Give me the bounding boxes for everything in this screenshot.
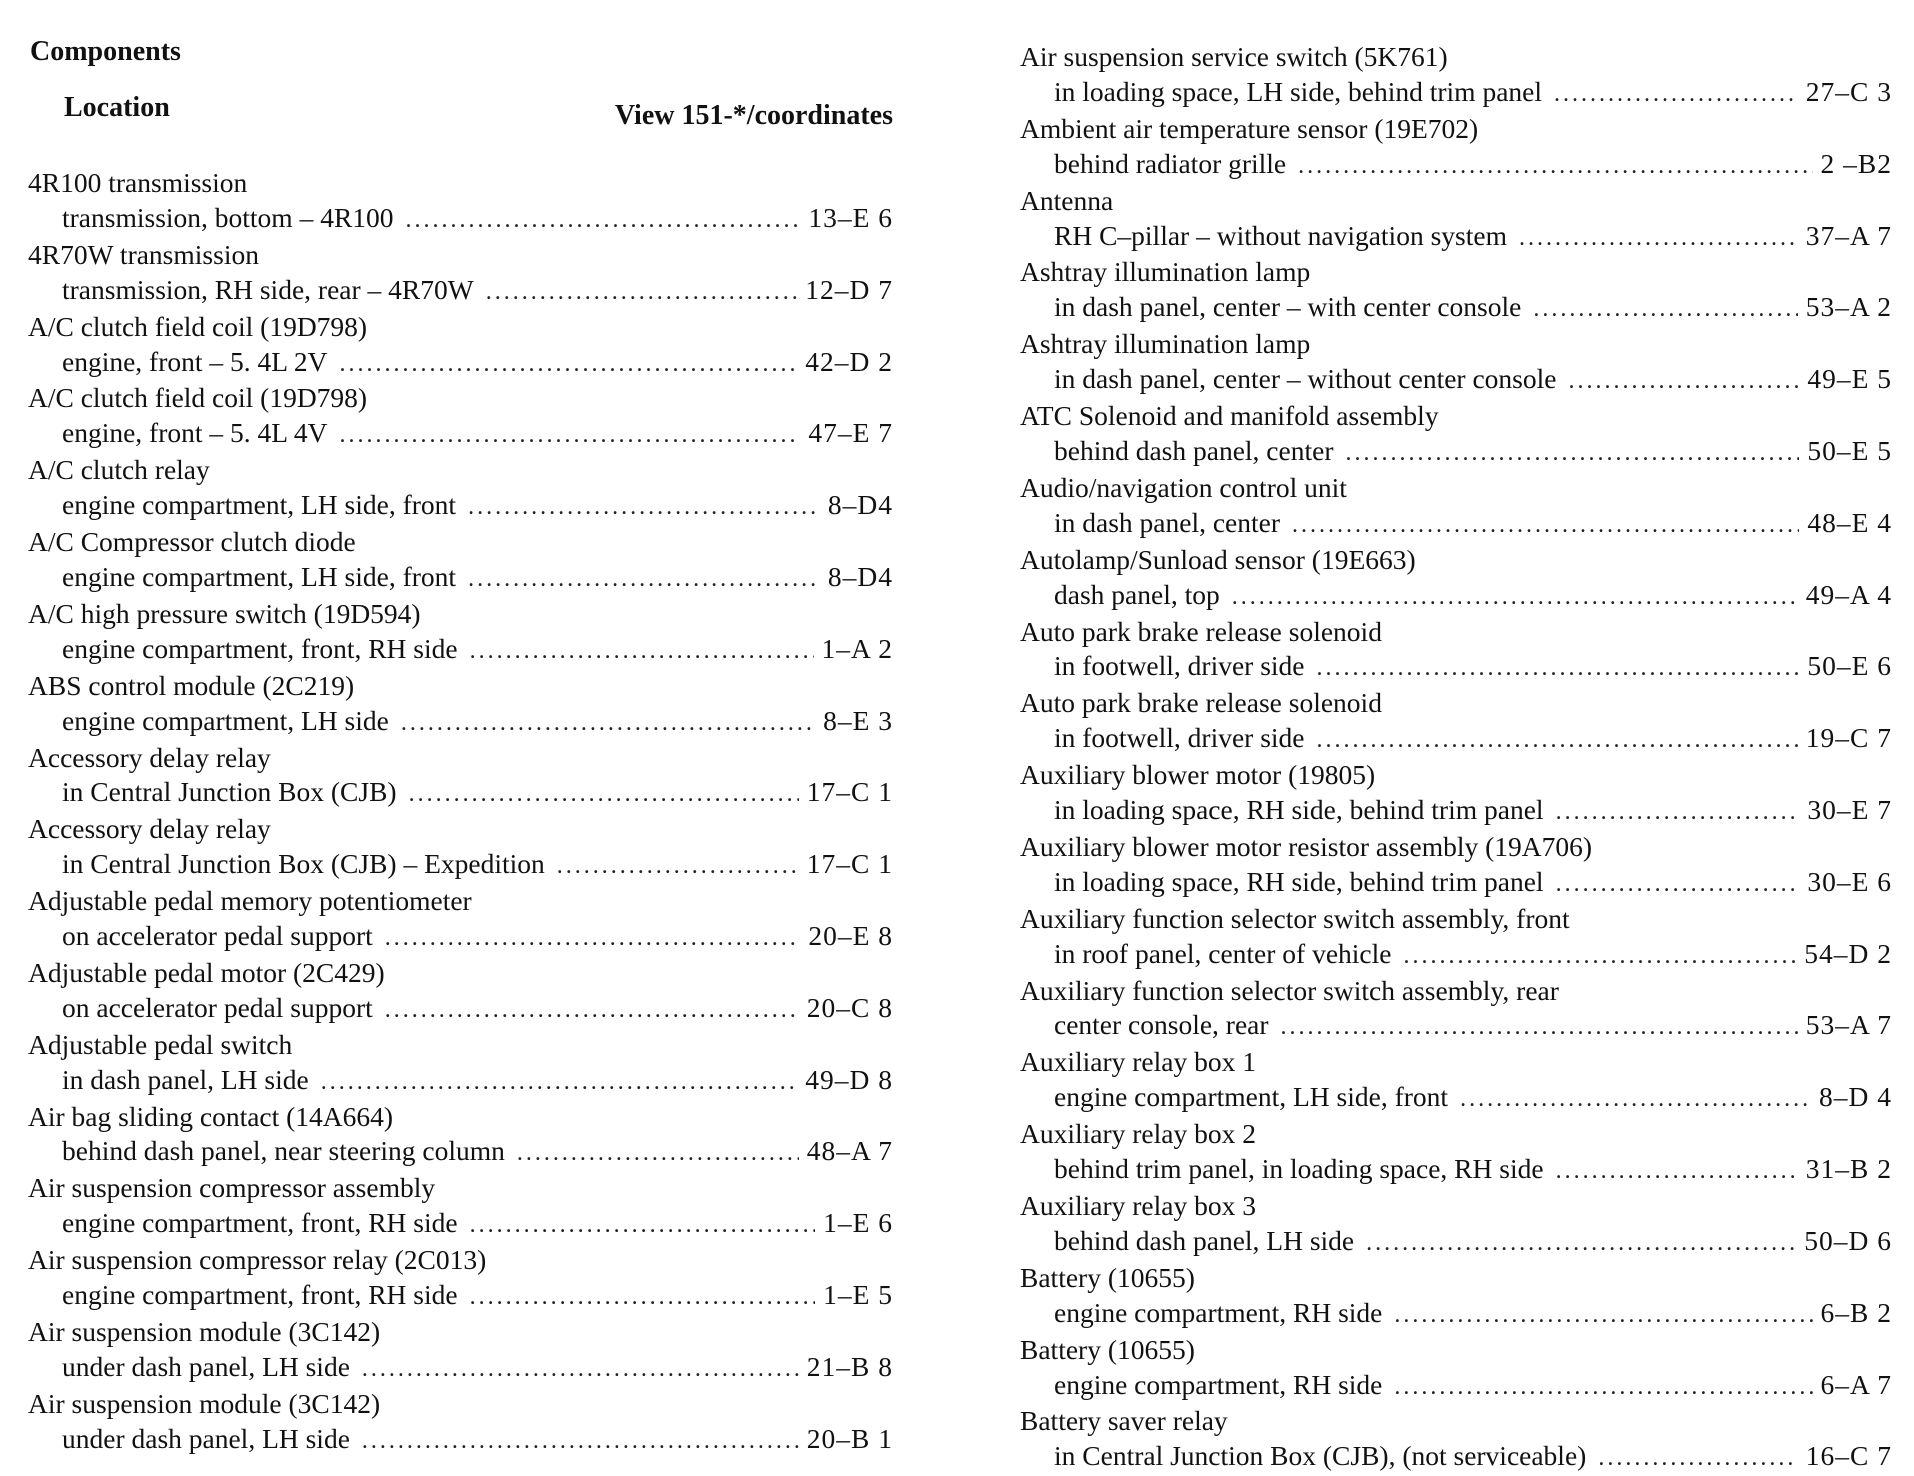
component-location: engine compartment, LH side, front xyxy=(62,560,457,592)
component-location: engine, front – 5. 4L 2V xyxy=(62,345,328,377)
location-row xyxy=(1020,578,1892,615)
view-coordinate: 48–E 4 xyxy=(1807,506,1892,538)
location-row xyxy=(28,919,893,956)
view-coordinate: 47–E 7 xyxy=(808,417,893,449)
component-entry xyxy=(1020,399,1892,471)
component-entry xyxy=(28,1387,893,1459)
dot-leader xyxy=(321,1065,798,1100)
component-entry xyxy=(1020,615,1892,687)
view-coordinate: 8–D 4 xyxy=(1819,1081,1892,1113)
view-coordinate: 31–B 2 xyxy=(1805,1153,1892,1185)
component-name: Adjustable pedal switch xyxy=(28,1028,293,1060)
view-coordinate: 50–E 6 xyxy=(1807,650,1892,682)
component-entry xyxy=(1020,471,1892,543)
dot-leader xyxy=(1232,580,1798,615)
location-row xyxy=(1020,147,1892,184)
component-entry xyxy=(1020,758,1892,830)
view-coordinate: 54–D 2 xyxy=(1804,937,1892,969)
view-coordinate: 21–B 8 xyxy=(806,1350,893,1382)
component-location: in loading space, RH side, behind trim panel xyxy=(1054,794,1544,826)
dot-leader xyxy=(468,562,820,597)
view-coordinate: 20–B 1 xyxy=(806,1422,893,1454)
component-name: Auxiliary relay box 1 xyxy=(1020,1046,1256,1078)
component-location: engine compartment, LH side, front xyxy=(1054,1081,1449,1113)
component-name: Autolamp/Sunload sensor (19E663) xyxy=(1020,543,1416,575)
view-coordinate: 50–E 5 xyxy=(1807,434,1892,466)
component-name: Air suspension compressor relay (2C013) xyxy=(28,1244,487,1276)
location-heading: Location xyxy=(64,92,170,123)
component-location: center console, rear xyxy=(1054,1009,1269,1041)
dot-leader xyxy=(1519,221,1798,256)
component-name: Ashtray illumination lamp xyxy=(1020,328,1311,360)
component-entry xyxy=(28,525,893,597)
dot-leader xyxy=(401,706,815,741)
component-location: in Central Junction Box (CJB) – Expedition xyxy=(62,848,545,880)
dot-leader xyxy=(409,777,799,812)
location-row xyxy=(28,1278,893,1315)
view-coordinate: 42–D 2 xyxy=(805,345,893,377)
dot-leader xyxy=(385,993,799,1028)
component-location: dash panel, top xyxy=(1054,578,1220,610)
view-coordinate: 27–C 3 xyxy=(1805,75,1892,107)
component-location: transmission, bottom – 4R100 xyxy=(62,201,394,233)
location-row xyxy=(1020,434,1892,471)
component-name: ABS control module (2C219) xyxy=(28,669,355,701)
component-name: Air suspension module (3C142) xyxy=(28,1316,381,1347)
component-entry xyxy=(28,1315,893,1387)
location-row xyxy=(1020,1008,1892,1045)
component-name: Adjustable pedal memory potentiometer xyxy=(28,885,472,917)
dot-leader xyxy=(362,1352,799,1387)
location-row xyxy=(1020,1224,1892,1261)
view-coordinate: 8–D4 xyxy=(827,489,893,521)
dot-leader xyxy=(1568,364,1799,399)
view-coordinates-heading: View 151-*/coordinates xyxy=(614,100,893,131)
location-row xyxy=(1020,793,1892,830)
view-coordinate: 17–C 1 xyxy=(806,776,893,808)
view-coordinate: 6–A 7 xyxy=(1820,1368,1892,1400)
component-entry xyxy=(28,1100,893,1172)
component-entry xyxy=(28,812,893,884)
component-entry xyxy=(28,956,893,1028)
location-row xyxy=(1020,1152,1892,1189)
dot-leader xyxy=(1598,1441,1797,1476)
component-name: Battery (10655) xyxy=(1020,1333,1195,1365)
component-name: Air suspension service switch (5K761) xyxy=(1020,41,1448,72)
view-coordinate: 6–B 2 xyxy=(1820,1296,1892,1328)
component-entry xyxy=(28,741,893,813)
component-entry xyxy=(1020,255,1892,327)
dot-leader xyxy=(1292,508,1799,543)
dot-leader xyxy=(557,849,799,884)
component-entry xyxy=(28,1243,893,1315)
component-location: engine compartment, front, RH side xyxy=(62,1279,458,1311)
component-name: Adjustable pedal motor (2C429) xyxy=(28,956,385,988)
component-entry xyxy=(1020,830,1892,902)
location-row xyxy=(28,488,893,525)
location-row xyxy=(1020,649,1892,686)
component-name: A/C high pressure switch (19D594) xyxy=(28,597,421,629)
location-row xyxy=(28,775,893,812)
component-name: Antenna xyxy=(1020,184,1114,216)
component-location: RH C–pillar – without navigation system xyxy=(1054,219,1507,251)
component-name: Auxiliary relay box 2 xyxy=(1020,1118,1256,1150)
component-name: Auxiliary blower motor resistor assembly (19A706) xyxy=(1020,830,1593,862)
component-entry xyxy=(28,1028,893,1100)
component-entry xyxy=(1020,184,1892,256)
right-component-list xyxy=(1020,40,1892,1476)
view-coordinate: 20–E 8 xyxy=(808,920,893,952)
component-entry xyxy=(1020,1189,1892,1261)
dot-leader xyxy=(1554,77,1798,112)
component-name: A/C clutch relay xyxy=(28,454,210,486)
view-coordinate: 53–A 7 xyxy=(1805,1009,1892,1041)
component-entry xyxy=(1020,974,1892,1046)
component-entry xyxy=(1020,1261,1892,1333)
component-name: ATC Solenoid and manifold assembly xyxy=(1020,400,1439,432)
component-name: Auxiliary function selector switch assembly, rear xyxy=(1020,974,1559,1006)
location-row xyxy=(28,1063,893,1100)
view-coordinate: 50–D 6 xyxy=(1804,1224,1892,1256)
component-location: engine compartment, LH side xyxy=(62,704,389,736)
location-row xyxy=(28,560,893,597)
view-coordinate: 30–E 6 xyxy=(1807,865,1892,897)
view-coordinate: 53–A 2 xyxy=(1805,291,1892,323)
component-location: in footwell, driver side xyxy=(1054,650,1305,682)
dot-leader xyxy=(1556,867,1800,902)
dot-leader xyxy=(470,1280,815,1315)
component-location: behind dash panel, near steering column xyxy=(62,1135,505,1167)
dot-leader xyxy=(517,1136,799,1171)
component-name: 4R100 transmission xyxy=(28,167,248,198)
component-name: Accessory delay relay xyxy=(28,813,271,845)
component-name: Auxiliary blower motor (19805) xyxy=(1020,759,1376,791)
view-coordinate: 16–C 7 xyxy=(1805,1440,1892,1472)
location-row xyxy=(1020,937,1892,974)
component-entry xyxy=(1020,1333,1892,1405)
components-heading: Components xyxy=(30,36,181,67)
view-coordinate: 1–A 2 xyxy=(821,632,893,664)
component-location: engine compartment, RH side xyxy=(1054,1296,1383,1328)
view-coordinate: 17–C 1 xyxy=(806,848,893,880)
location-row xyxy=(28,991,893,1028)
component-location: on accelerator pedal support xyxy=(62,920,373,952)
component-location: in dash panel, LH side xyxy=(62,1063,309,1095)
dot-leader xyxy=(1460,1082,1811,1117)
dot-leader xyxy=(1317,723,1798,758)
dot-leader xyxy=(406,203,801,238)
location-row xyxy=(28,1134,893,1171)
dot-leader xyxy=(1533,292,1797,327)
component-location: in loading space, LH side, behind trim panel xyxy=(1054,75,1543,107)
component-entry xyxy=(1020,686,1892,758)
dot-leader xyxy=(1366,1226,1796,1261)
component-name: A/C Compressor clutch diode xyxy=(28,526,356,558)
dot-leader xyxy=(340,347,798,382)
component-name: Air suspension module (3C142) xyxy=(28,1387,381,1419)
dot-leader xyxy=(468,490,820,525)
component-location: engine compartment, front, RH side xyxy=(62,1207,458,1239)
view-coordinate: 13–E 6 xyxy=(808,201,893,233)
location-row xyxy=(28,1206,893,1243)
component-entry xyxy=(1020,1404,1892,1476)
location-row xyxy=(1020,1368,1892,1405)
dot-leader xyxy=(1394,1370,1812,1405)
component-entry xyxy=(28,1171,893,1243)
view-coordinate: 1–E 6 xyxy=(823,1207,893,1239)
location-row xyxy=(1020,290,1892,327)
location-row xyxy=(28,273,893,310)
dot-leader xyxy=(1403,939,1796,974)
component-location: engine compartment, LH side, front xyxy=(62,489,457,521)
location-row xyxy=(1020,506,1892,543)
component-name: Air bag sliding contact (14A664) xyxy=(28,1100,394,1132)
location-row xyxy=(1020,219,1892,256)
component-name: Battery saver relay xyxy=(1020,1405,1228,1437)
component-location: engine, front – 5. 4L 4V xyxy=(62,417,328,449)
location-row xyxy=(28,704,893,741)
dot-leader xyxy=(470,1208,815,1243)
component-name: A/C clutch field coil (19D798) xyxy=(28,310,368,342)
view-coordinate: 37–A 7 xyxy=(1805,219,1892,251)
component-location: transmission, RH side, rear – 4R70W xyxy=(62,273,474,305)
view-coordinate: 19–C 7 xyxy=(1805,722,1892,754)
location-row xyxy=(1020,1080,1892,1117)
component-entry xyxy=(28,453,893,525)
dot-leader xyxy=(1281,1010,1798,1045)
component-entry xyxy=(1020,1045,1892,1117)
component-name: Auto park brake release solenoid xyxy=(1020,687,1382,719)
component-location: under dash panel, LH side xyxy=(62,1422,350,1454)
component-location: behind trim panel, in loading space, RH side xyxy=(1054,1153,1544,1185)
view-coordinate: 12–D 7 xyxy=(805,273,893,305)
dot-leader xyxy=(486,275,798,310)
component-entry xyxy=(1020,112,1892,184)
view-coordinate: 30–E 7 xyxy=(1807,794,1892,826)
component-entry xyxy=(28,166,893,238)
component-location: on accelerator pedal support xyxy=(62,991,373,1023)
component-location: in dash panel, center xyxy=(1054,506,1281,538)
component-location: in Central Junction Box (CJB) xyxy=(62,776,397,808)
location-row xyxy=(28,632,893,669)
dot-leader xyxy=(470,634,814,669)
location-row xyxy=(1020,721,1892,758)
component-location: in dash panel, center – without center console xyxy=(1054,363,1557,395)
view-coordinate: 1–E 5 xyxy=(823,1279,893,1311)
location-row xyxy=(28,201,893,238)
location-row xyxy=(28,847,893,884)
component-location: engine compartment, front, RH side xyxy=(62,632,458,664)
component-location: in footwell, driver side xyxy=(1054,722,1305,754)
dot-leader xyxy=(1298,149,1812,184)
view-coordinate: 8–E 3 xyxy=(823,704,893,736)
view-coordinate: 8–D4 xyxy=(827,560,893,592)
location-row xyxy=(28,345,893,382)
dot-leader xyxy=(1317,651,1800,686)
location-row xyxy=(1020,865,1892,902)
component-location: in Central Junction Box (CJB), (not serviceable) xyxy=(1054,1440,1587,1472)
left-component-list xyxy=(28,166,893,1459)
view-coordinate: 2 –B2 xyxy=(1820,147,1892,179)
dot-leader xyxy=(1556,795,1800,830)
component-location: engine compartment, RH side xyxy=(1054,1368,1383,1400)
location-row xyxy=(1020,1296,1892,1333)
view-coordinate: 49–A 4 xyxy=(1805,578,1892,610)
component-entry xyxy=(1020,543,1892,615)
location-row xyxy=(1020,1439,1892,1476)
component-name: Ambient air temperature sensor (19E702) xyxy=(1020,112,1479,144)
component-entry xyxy=(1020,40,1892,112)
dot-leader xyxy=(1556,1154,1798,1189)
component-entry xyxy=(28,884,893,956)
dot-leader xyxy=(340,418,801,453)
location-row xyxy=(28,416,893,453)
component-name: Auxiliary function selector switch assembly, front xyxy=(1020,902,1570,934)
component-name: Audio/navigation control unit xyxy=(1020,471,1347,503)
view-coordinate: 49–E 5 xyxy=(1807,363,1892,395)
view-coordinate: 49–D 8 xyxy=(805,1063,893,1095)
component-location: behind dash panel, center xyxy=(1054,434,1334,466)
view-coordinate: 20–C 8 xyxy=(806,991,893,1023)
location-row xyxy=(28,1422,893,1459)
component-name: A/C clutch field coil (19D798) xyxy=(28,382,368,414)
dot-leader xyxy=(362,1424,799,1459)
component-entry xyxy=(1020,1117,1892,1189)
component-location: in roof panel, center of vehicle xyxy=(1054,937,1392,969)
component-name: 4R70W transmission xyxy=(28,238,259,270)
component-entry xyxy=(1020,327,1892,399)
location-row xyxy=(28,1350,893,1387)
component-entry xyxy=(28,597,893,669)
component-name: Auto park brake release solenoid xyxy=(1020,615,1382,647)
component-name: Auxiliary relay box 3 xyxy=(1020,1190,1256,1221)
component-entry xyxy=(28,669,893,741)
component-location: behind dash panel, LH side xyxy=(1054,1224,1355,1256)
dot-leader xyxy=(1345,436,1799,471)
component-location: in dash panel, center – with center console xyxy=(1054,291,1522,323)
component-location: under dash panel, LH side xyxy=(62,1350,350,1382)
component-location: in loading space, RH side, behind trim panel xyxy=(1054,865,1544,897)
dot-leader xyxy=(385,921,801,956)
component-name: Battery (10655) xyxy=(1020,1261,1195,1293)
component-entry xyxy=(28,310,893,382)
location-row xyxy=(1020,75,1892,112)
view-coordinate: 48–A 7 xyxy=(806,1135,893,1167)
location-row xyxy=(1020,362,1892,399)
component-name: Air suspension compressor assembly xyxy=(28,1172,436,1204)
component-name: Ashtray illumination lamp xyxy=(1020,256,1311,288)
dot-leader xyxy=(1394,1298,1812,1333)
component-entry xyxy=(28,381,893,453)
component-entry xyxy=(1020,902,1892,974)
component-entry xyxy=(28,238,893,310)
component-location: behind radiator grille xyxy=(1054,147,1287,179)
component-name: Accessory delay relay xyxy=(28,741,271,773)
